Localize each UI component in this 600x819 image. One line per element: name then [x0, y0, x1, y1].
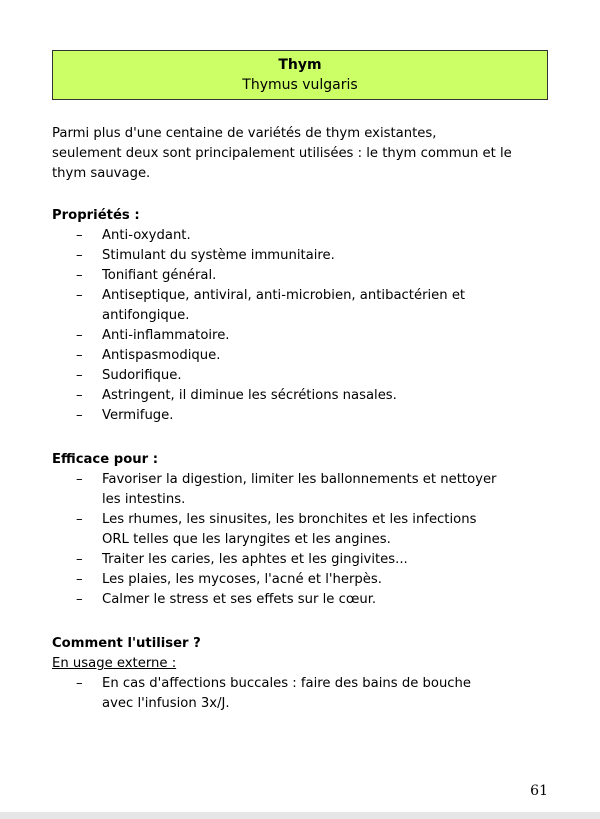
effective-heading: Efficace pour :: [52, 452, 159, 467]
list-item-text: Astringent, il diminue les sécrétions nasales.: [102, 388, 397, 403]
page-number: 61: [530, 783, 548, 799]
list-item-text: avec l'infusion 3x/J.: [102, 696, 230, 711]
list-item: [52, 266, 562, 286]
list-item: [52, 406, 562, 426]
dash-bullet: –: [76, 552, 83, 567]
dash-bullet: –: [76, 368, 83, 383]
intro-line: seulement deux sont principalement utilisées : le thym commun et le: [52, 146, 512, 161]
list-item: [52, 590, 562, 610]
list-item: [52, 246, 562, 266]
list-item-text: les intestins.: [102, 492, 186, 507]
list-item-text: Antiseptique, antiviral, anti-microbien, antibactérien et: [102, 288, 466, 303]
list-item: [52, 286, 562, 326]
page-subtitle: Thymus vulgaris: [242, 77, 358, 93]
list-item: [52, 570, 562, 590]
list-item-text: Antispasmodique.: [102, 348, 221, 363]
list-item-text: Sudorifique.: [102, 368, 182, 383]
list-item: [52, 550, 562, 570]
page-bottom-shadow: [0, 812, 600, 819]
dash-bullet: –: [76, 472, 83, 487]
dash-bullet: –: [76, 572, 83, 587]
properties-heading: Propriétés :: [52, 208, 140, 223]
list-item: [52, 674, 562, 714]
list-item-text: antifongique.: [102, 308, 190, 323]
list-item: [52, 386, 562, 406]
dash-bullet: –: [76, 592, 83, 607]
list-item-text: Anti-oxydant.: [102, 228, 191, 243]
list-item: [52, 346, 562, 366]
list-item: [52, 326, 562, 346]
title-box: [52, 50, 548, 100]
dash-bullet: –: [76, 228, 83, 243]
usage-heading: Comment l'utiliser ?: [52, 636, 201, 651]
usage-list: [52, 674, 562, 714]
intro-line: Parmi plus d'une centaine de variétés de thym existantes,: [52, 126, 437, 141]
dash-bullet: –: [76, 248, 83, 263]
list-item-text: Anti-inflammatoire.: [102, 328, 230, 343]
list-item-text: ORL telles que les laryngites et les angines.: [102, 532, 391, 547]
properties-list: [52, 226, 562, 426]
list-item-text: Les rhumes, les sinusites, les bronchites et les infections: [102, 512, 477, 527]
dash-bullet: –: [76, 408, 83, 423]
list-item-text: Les plaies, les mycoses, l'acné et l'herpès.: [102, 572, 382, 587]
list-item-text: Stimulant du système immunitaire.: [102, 248, 335, 263]
list-item-text: Favoriser la digestion, limiter les ballonnements et nettoyer: [102, 472, 497, 487]
list-item: [52, 226, 562, 246]
document-body: [52, 124, 562, 714]
list-item-text: Tonifiant général.: [102, 268, 217, 283]
dash-bullet: –: [76, 388, 83, 403]
list-item: [52, 470, 562, 510]
list-item: [52, 510, 562, 550]
list-item-text: En cas d'affections buccales : faire des bains de bouche: [102, 676, 472, 691]
list-item: [52, 366, 562, 386]
dash-bullet: –: [76, 328, 83, 343]
page-title: Thym: [278, 57, 322, 73]
dash-bullet: –: [76, 676, 83, 691]
dash-bullet: –: [76, 268, 83, 283]
dash-bullet: –: [76, 512, 83, 527]
dash-bullet: –: [76, 348, 83, 363]
effective-list: [52, 470, 562, 610]
list-item-text: Traiter les caries, les aphtes et les gingivites...: [102, 552, 408, 567]
intro-paragraph: [52, 124, 562, 184]
list-item-text: Vermifuge.: [102, 408, 174, 423]
dash-bullet: –: [76, 288, 83, 303]
intro-line: thym sauvage.: [52, 166, 151, 181]
list-item-text: Calmer le stress et ses effets sur le cœur.: [102, 592, 377, 607]
external-usage-label: En usage externe :: [52, 656, 177, 671]
